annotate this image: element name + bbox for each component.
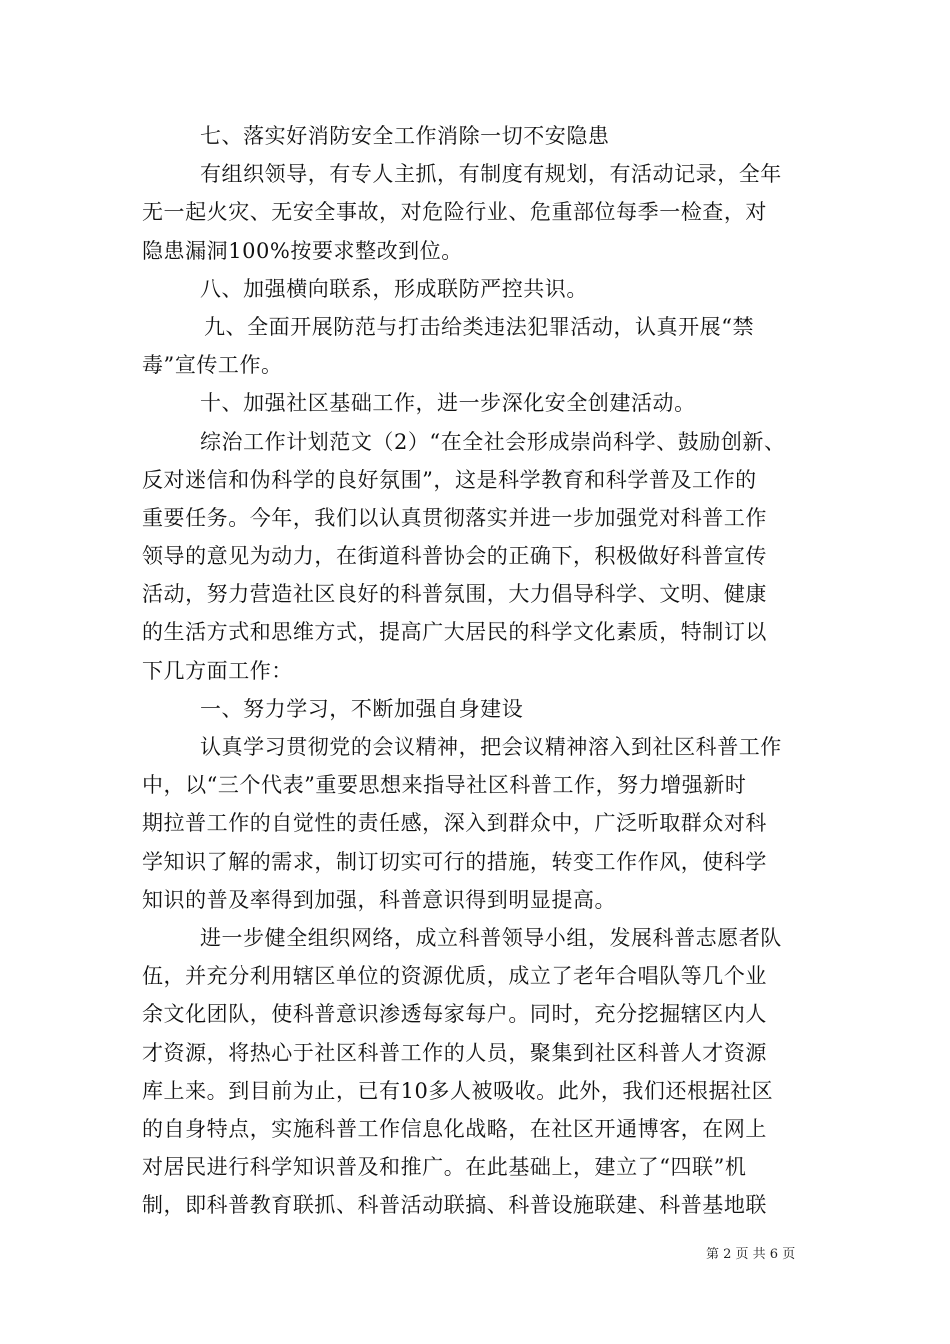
paragraph-line: 的生活方式和思维方式，提高广大居民的科学文化素质，特制订以 xyxy=(142,620,767,645)
heading-self-building: 一、努力学习，不断加强自身建设 xyxy=(200,696,524,721)
paragraph-line: 才资源，将热心于社区科普工作的人员，聚集到社区科普人才资源 xyxy=(142,1040,767,1065)
paragraph-line: 对居民进行科学知识普及和推广。在此基础上，建立了“四联”机 xyxy=(142,1155,747,1180)
paragraph-line: 有组织领导，有专人主抓，有制度有规划，有活动记录，全年 xyxy=(200,162,782,187)
paragraph-line: 进一步健全组织网络，成立科普领导小组，发展科普志愿者队 xyxy=(200,925,782,950)
paragraph-line: 毒”宣传工作。 xyxy=(142,353,283,378)
paragraph-line: 库上来。到目前为止，已有10多人被吸收。此外，我们还根据社区 xyxy=(142,1078,774,1103)
paragraph-line: 制，即科普教育联抓、科普活动联搞、科普设施联建、科普基地联 xyxy=(142,1193,767,1218)
paragraph-line: 余文化团队，使科普意识渗透每家每户。同时，充分挖掘辖区内人 xyxy=(142,1002,767,1027)
paragraph-line: 下几方面工作： xyxy=(142,658,293,683)
paragraph-line: 活动，努力营造社区良好的科普氛围，大力倡导科学、文明、健康 xyxy=(142,582,767,607)
page-number-footer: 第 2 页 共 6 页 xyxy=(706,1247,796,1262)
paragraph-line: 领导的意见为动力，在街道科普协会的正确下，积极做好科普宣传 xyxy=(142,544,767,569)
heading-horizontal-contact: 八、加强横向联系，形成联防严控共识。 xyxy=(200,276,588,301)
paragraph-line: 重要任务。今年，我们以认真贯彻落实并进一步加强党对科普工作 xyxy=(142,505,767,530)
heading-community-basics: 十、加强社区基础工作，进一步深化安全创建活动。 xyxy=(200,391,696,416)
paragraph-line: 伍，并充分利用辖区单位的资源优质，成立了老年合唱队等几个业 xyxy=(142,964,767,989)
paragraph-line: 知识的普及率得到加强，科普意识得到明显提高。 xyxy=(142,887,617,912)
paragraph-line: 的自身特点，实施科普工作信息化战略，在社区开通博客，在网上 xyxy=(142,1116,767,1141)
paragraph-line: 学知识了解的需求，制订切实可行的措施，转变工作作风，使科学 xyxy=(142,849,767,874)
heading-crime-prevention: 九、全面开展防范与打击给类违法犯罪活动，认真开展“禁 xyxy=(204,314,755,339)
paragraph-line: 反对迷信和伪科学的良好氛围”，这是科学教育和科学普及工作的 xyxy=(142,467,757,492)
document-body xyxy=(142,117,808,1224)
heading-fire-safety: 七、落实好消防安全工作消除一切不安隐患 xyxy=(200,124,610,148)
paragraph-line: 中，以“三个代表”重要思想来指导社区科普工作，努力增强新时 xyxy=(142,773,747,798)
paragraph-line: 期拉普工作的自觉性的责任感，深入到群众中，广泛听取群众对科 xyxy=(142,811,767,836)
paragraph-line: 综治工作计划范文（2）“在全社会形成崇尚科学、鼓励创新、 xyxy=(200,429,786,454)
paragraph-line: 隐患漏洞100%按要求整改到位。 xyxy=(142,238,463,263)
paragraph-line: 无一起火灾、无安全事故，对危险行业、危重部位每季一检查，对 xyxy=(142,200,767,225)
paragraph-line: 认真学习贯彻党的会议精神，把会议精神溶入到社区科普工作 xyxy=(200,735,782,759)
